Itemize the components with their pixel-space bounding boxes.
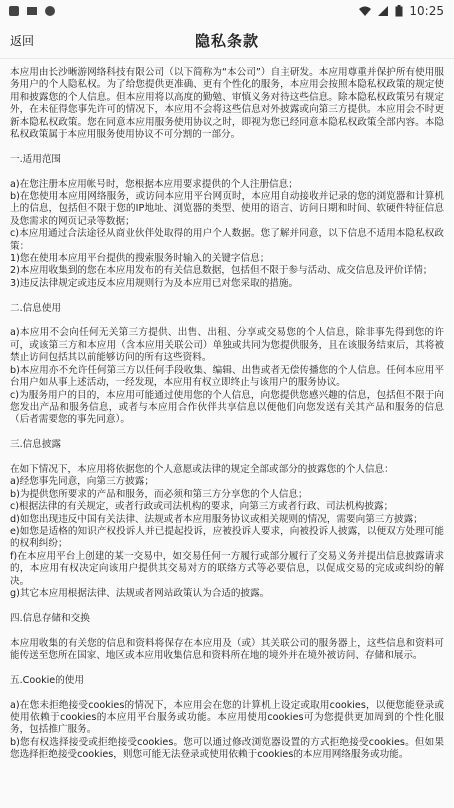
app-bar (0, 22, 454, 59)
section-text-usage: a)本应用不会向任何无关第三方提供、出售、出租、分享或交易您的个人信息，除非事先得到您的许可，或该第三方和本应用（含本应用关联公司）单独或共同为您提供服务，且在该服务结束后，其将被禁止访问包括其以前能够访问的所有这些资料。 b)本应用亦不允许任何第三方以任何手段收集、编辑、出售或者无偿传播您的个人信息。任何本应用平台用户如从事上述活动，一经发现，本应用有权立即终止与该用户的服务协议。 c)为服务用户的目的，本应用可能通过使用您的个人信息，向您提供您感兴趣的信息，包括但不限于向您发出产品和服务信息，或者与本应用合作伙伴共享信息以便他们向您发送有关其产品和服务的信息（后者需要您的事先同意）。 (10, 327, 444, 426)
status-time: 10:25 (409, 4, 444, 18)
section-text-storage: 本应用收集的有关您的信息和资料将保存在本应用及（或）其关联公司的服务器上，这些信息和资料可能传送至您所在国家、地区或本应用收集信息和资料所在地的境外并在境外被访问、存储和展示。 (10, 637, 444, 661)
status-bar (0, 0, 454, 22)
intro-paragraph: 本应用由长沙晰游网络科技有限公司（以下简称为“本公司”）自主研发。本应用尊重并保护所有使用服务用户的个人隐私权。为了给您提供更准确、更有个性化的服务，本应用会按照本隐私权政策的规定使用和披露您的个人信息。但本应用将以高度的勤勉、审慎义务对待这些信息。除本隐私权政策另有规定外，在未征得您事先许可的情况下，本应用不会将这些信息对外披露或向第三方提供。本应用会不时更新本隐私权政策。您在同意本应用服务使用协议之时，即视为您已经同意本隐私权政策全部内容。本隐私权政策属于本应用服务使用协议不可分割的一部分。 (10, 67, 444, 141)
section-title-disclosure: 三.信息披露 (10, 439, 62, 451)
section-title-storage: 四.信息存储和交换 (10, 612, 90, 624)
status-right (359, 4, 444, 18)
section-text-scope: a)在您注册本应用帐号时，您根据本应用要求提供的个人注册信息； b)在您使用本应用网络服务，或访问本应用平台网页时，本应用自动接收并记录的您的浏览器和计算机上的信息，包括但不限于您的IP地址、浏览器的类型、使用的语言、访问日期和时间、软硬件特征信息及您需求的网页记录等数据； c)本应用通过合法途径从商业伙伴处取得的用户个人数据。您了解并同意，以下信息不适用本隐私权政策： 1)您在使用本应用平台提供的搜索服务时输入的关键字信息； 2)本应用收集到的您在本应用发布的有关信息数据，包括但不限于参与活动、成交信息及评价详情； 3)违反法律规定或违反本应用规则行为及本应用已对您采取的措施。 (10, 178, 444, 289)
section-title-scope: 一.适用范围 (10, 153, 62, 165)
status-left (8, 5, 56, 17)
privacy-content[interactable] (0, 59, 454, 805)
battery-icon (395, 5, 403, 17)
section-text-disclosure: 在如下情况下，本应用将依据您的个人意愿或法律的规定全部或部分的披露您的个人信息： a)经您事先同意，向第三方披露； b)为提供您所要求的产品和服务，而必须和第三方分享您的个人信息； c)根据法律的有关规定，或者行政或司法机构的要求，向第三方或者行政、司法机构披露； d)如您出现违反中国有关法律、法规或者本应用服务协议或相关规则的情况，需要向第三方披露； e)如您是适格的知识产权投诉人并已提起投诉，应被投诉人要求，向被投诉人披露，以便双方处理可能的权利纠纷； f)在本应用平台上创建的某一交易中，如交易任何一方履行或部分履行了交易义务并提出信息披露请求的，本应用有权决定向该用户提供其交易对方的联络方式等必要信息，以促成交易的完成或纠纷的解决。 g)其它本应用根据法律、法规或者网站政策认为合适的披露。 (10, 463, 444, 599)
section-title-usage: 二.信息使用 (10, 302, 62, 314)
wifi-icon (359, 5, 371, 17)
back-button[interactable]: 返回 (10, 33, 35, 48)
page-title: 隐私条款 (194, 31, 259, 50)
section-text-cookie: a)在您未拒绝接受cookies的情况下，本应用会在您的计算机上设定或取用cookies，以便您能登录或使用依赖于cookies的本应用平台服务或功能。本应用使用cookies可为您提供更加周到的个性化服务，包括推广服务。 b)您有权选择接受或拒绝接受cookies。您可以通过修改浏览器设置的方式拒绝接受cookies。但如果您选择拒绝接受cookies，则您可能无法登录或使用依赖于cookies的本应用网络服务或功能。 (10, 699, 444, 761)
app-icon-2 (26, 5, 38, 17)
app-icon-1 (8, 5, 20, 17)
signal-icon (377, 5, 389, 17)
app-icon-3 (44, 5, 56, 17)
section-title-cookie: 五.Cookie的使用 (10, 674, 84, 686)
